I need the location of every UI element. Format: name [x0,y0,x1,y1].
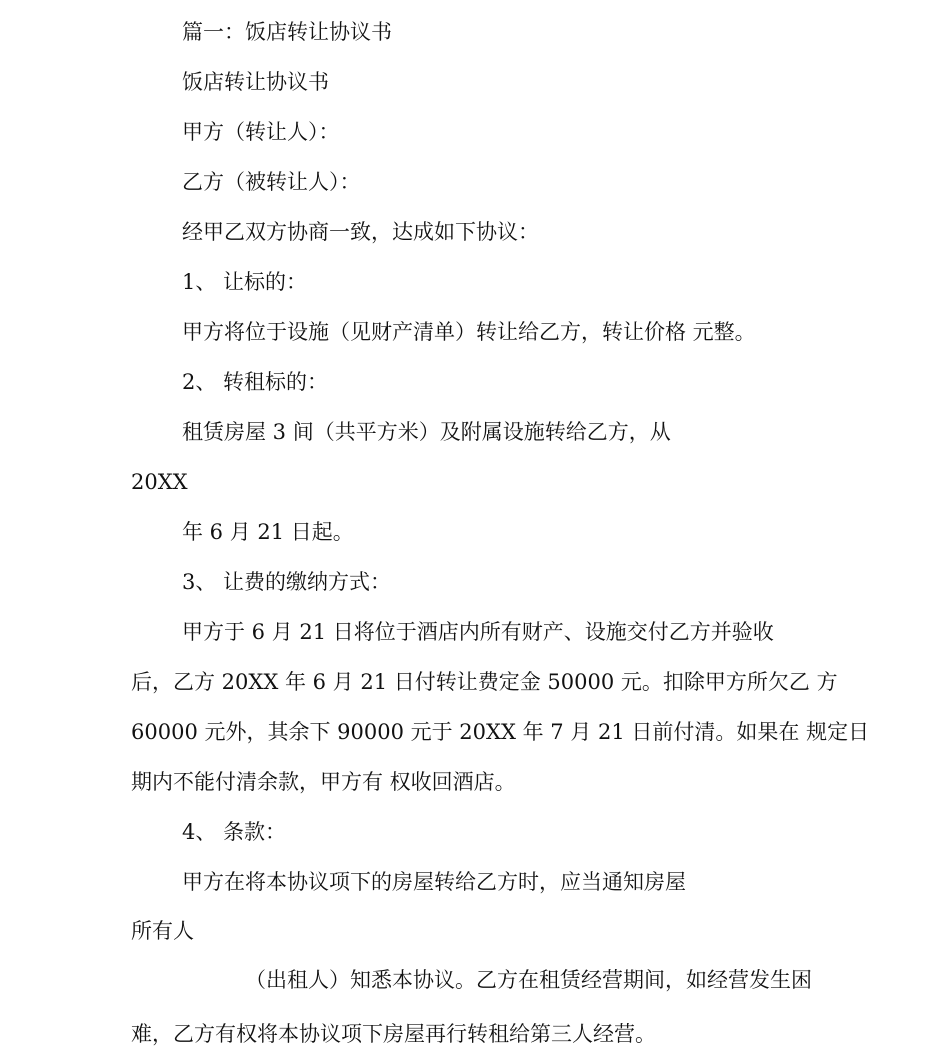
clause-3-text-line: 后，乙方 20XX 年 6 月 21 日付转让费定金 50000 元。扣除甲方所欠乙 方 [131,670,838,694]
clause-2-text-line: 20XX [131,470,188,494]
clause-1-text: 甲方将位于设施（见财产清单）转让给乙方，转让价格 元整。 [182,320,756,344]
clause-3-text-line: 60000 元外，其余下 90000 元于 20XX 年 7 月 21 日前付清。如果在 规定日 [131,720,870,744]
clause-4-text-line: 所有人 [131,919,194,943]
document-heading: 篇一：饭店转让协议书 [182,20,392,44]
clause-1-heading: 1、 让标的： [182,270,308,294]
clause-3-text-line: 期内不能付清余款，甲方有 权收回酒店。 [131,770,516,794]
clause-3-heading: 3、 让费的缴纳方式： [182,570,392,594]
party-b-line: 乙方（被转让人）： [182,170,361,194]
clause-4-text-line: 难，乙方有权将本协议项下房屋再行转租给第三人经营。 [131,1022,656,1046]
document-title: 饭店转让协议书 [182,70,329,94]
clause-4-heading: 4、 条款： [182,820,287,844]
clause-4-text-line: （出租人）知悉本协议。乙方在租赁经营期间，如经营发生困 [245,968,812,992]
clause-2-text-line: 租赁房屋 3 间（共平方米）及附属设施转给乙方，从 [182,420,671,444]
agreement-intro: 经甲乙双方协商一致，达成如下协议： [182,220,539,244]
party-a-line: 甲方（转让人）： [182,120,340,144]
clause-4-text-line: 甲方在将本协议项下的房屋转给乙方时，应当通知房屋 [182,870,686,894]
clause-2-text-line: 年 6 月 21 日起。 [182,520,354,544]
clause-3-text-line: 甲方于 6 月 21 日将位于酒店内所有财产、设施交付乙方并验收 [182,620,774,644]
clause-2-heading: 2、 转租标的： [182,370,329,394]
